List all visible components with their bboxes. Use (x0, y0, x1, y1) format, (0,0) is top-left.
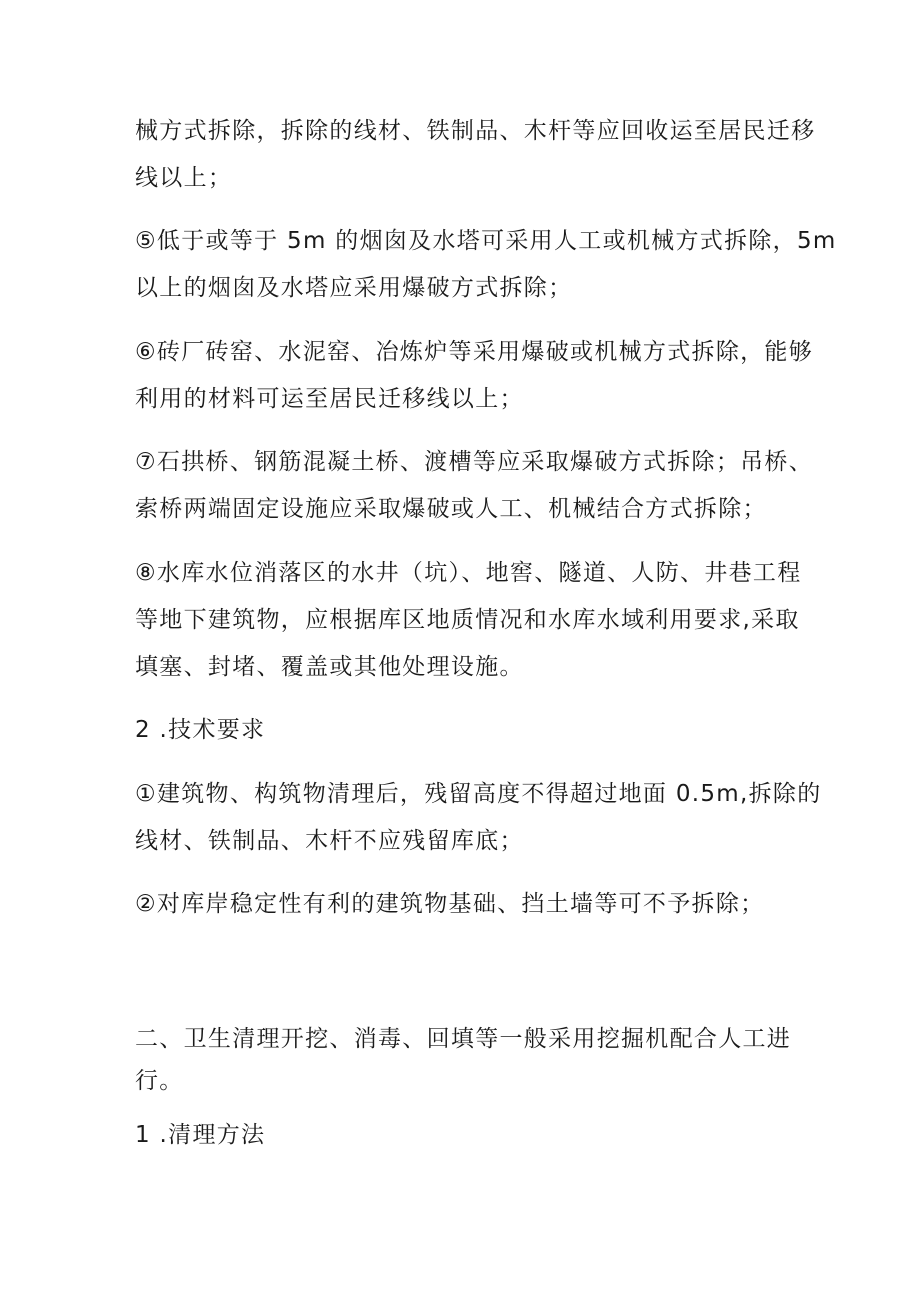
text-line: 线材、铁制品、木杆不应残留库底； (135, 828, 524, 854)
text-line: ⑧水库水位消落区的水井（坑）、地窖、隧道、人防、井巷工程 (135, 560, 802, 586)
text-line: 二、卫生清理开挖、消毒、回填等一般采用挖掘机配合人工进 (135, 1026, 792, 1052)
text-line: ⑥砖厂砖窑、水泥窑、冶炼炉等采用爆破或机械方式拆除，能够 (135, 339, 814, 365)
text-line: ②对库岸稳定性有利的建筑物基础、挡土墙等可不予拆除； (135, 891, 765, 917)
text-line: 索桥两端固定设施应采取爆破或人工、机械结合方式拆除； (135, 496, 767, 522)
text-line: 填塞、封堵、覆盖或其他处理设施。 (135, 654, 524, 680)
section-heading: 2 .技术要求 (135, 717, 266, 743)
text-line: ①建筑物、构筑物清理后，残留高度不得超过地面 0.5m,拆除的 (135, 781, 822, 807)
text-line: 行。 (135, 1068, 184, 1094)
text-line: ⑦石拱桥、钢筋混凝土桥、渡槽等应采取爆破方式拆除；吊桥、 (135, 449, 814, 475)
text-line: 以上的烟囱及水塔应采用爆破方式拆除； (135, 275, 573, 301)
text-line: 等地下建筑物，应根据库区地质情况和水库水域利用要求,采取 (135, 607, 800, 633)
text-line: 线以上； (135, 165, 233, 191)
section-heading: 1 .清理方法 (135, 1122, 266, 1148)
text-line: 利用的材料可运至居民迁移线以上； (135, 386, 524, 412)
text-line: 械方式拆除，拆除的线材、铁制品、木杆等应回收运至居民迁移 (135, 118, 816, 144)
text-line: ⑤低于或等于 5m 的烟囱及水塔可采用人工或机械方式拆除，5m (135, 228, 837, 254)
